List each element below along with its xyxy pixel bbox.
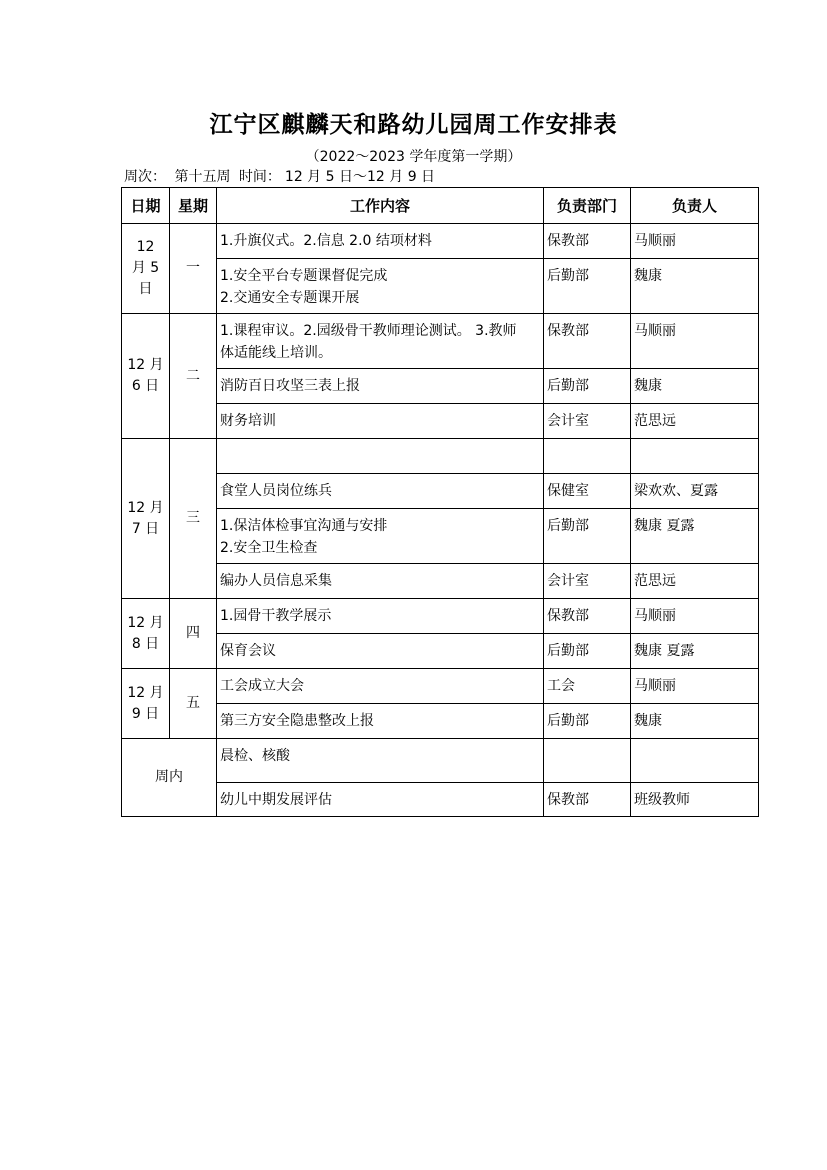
- content-cell: [217, 704, 544, 739]
- text-line: 1.升旗仪式。2.信息 2.0 结项材料: [220, 233, 432, 249]
- text-line: 6 日: [131, 378, 160, 394]
- person-cell: [631, 439, 759, 474]
- dept-cell: 保教部: [544, 224, 631, 259]
- dept-cell: 后勤部: [544, 369, 631, 404]
- text-line: 1.保洁体检事宜沟通与安排: [220, 518, 388, 534]
- header-content: 工作内容: [217, 188, 544, 224]
- table-row: [122, 634, 759, 669]
- date-range: 12 月 5 日～12 月 9 日: [284, 169, 436, 185]
- text-line: 工会成立大会: [220, 678, 304, 694]
- text-line: 财务培训: [220, 413, 276, 429]
- table-row: [122, 739, 759, 783]
- content-cell: [217, 599, 544, 634]
- content-cell: [217, 634, 544, 669]
- date-cell: [122, 599, 170, 669]
- content-cell: [217, 369, 544, 404]
- week-label: 周次：: [124, 169, 166, 185]
- text-line: 12 月: [127, 357, 164, 373]
- weekday-cell: 五: [170, 669, 217, 739]
- dept-cell: 会计室: [544, 564, 631, 599]
- text-line: 1.课程审议。2.园级骨干教师理论测试。 3.教师: [220, 323, 517, 339]
- content-cell: [217, 474, 544, 509]
- person-cell: 魏康: [631, 369, 759, 404]
- header-row: [122, 188, 759, 224]
- content-cell: [217, 739, 544, 783]
- text-line: 2.交通安全专题课开展: [220, 290, 360, 306]
- person-cell: 魏康: [631, 704, 759, 739]
- text-line: 2.安全卫生检查: [220, 540, 318, 556]
- content-cell: [217, 439, 544, 474]
- content-cell: [217, 509, 544, 564]
- text-line: 12 月: [127, 499, 164, 516]
- text-line: 晨检、核酸: [220, 748, 290, 764]
- content-cell: [217, 783, 544, 817]
- date-cell: [122, 224, 170, 314]
- text-line: 保育会议: [220, 643, 276, 659]
- table-row: [122, 599, 759, 634]
- table-row: [122, 704, 759, 739]
- content-cell: [217, 404, 544, 439]
- dept-cell: 保教部: [544, 314, 631, 369]
- table-row: [122, 474, 759, 509]
- dept-cell: 后勤部: [544, 704, 631, 739]
- content-cell: [217, 669, 544, 704]
- header-person: 负责人: [631, 188, 759, 224]
- table-row: [122, 783, 759, 817]
- table-row: [122, 224, 759, 259]
- dept-cell: 后勤部: [544, 259, 631, 314]
- dept-cell: 保教部: [544, 783, 631, 817]
- text-line: 食堂人员岗位练兵: [220, 483, 332, 499]
- dept-cell: 工会: [544, 669, 631, 704]
- text-line: 消防百日攻坚三表上报: [220, 378, 360, 394]
- dept-cell: [544, 739, 631, 783]
- text-line: 12 月: [127, 614, 164, 631]
- text-line: 第三方安全隐患整改上报: [220, 713, 374, 729]
- person-cell: 范思远: [631, 404, 759, 439]
- text-line: 1.安全平台专题课督促完成: [220, 268, 388, 284]
- week-info-line: [124, 166, 439, 186]
- person-cell: 班级教师: [631, 783, 759, 817]
- content-cell: [217, 259, 544, 314]
- table-row: [122, 404, 759, 439]
- person-cell: 马顺丽: [631, 599, 759, 634]
- dept-cell: 会计室: [544, 404, 631, 439]
- person-cell: 马顺丽: [631, 314, 759, 369]
- dept-cell: 后勤部: [544, 509, 631, 564]
- table-row: [122, 509, 759, 564]
- text-line: 编办人员信息采集: [220, 573, 332, 589]
- date-cell: [122, 314, 170, 439]
- text-line: 体适能线上培训。: [220, 345, 332, 361]
- text-line: 7 日: [131, 520, 160, 537]
- dept-cell: [544, 439, 631, 474]
- schedule-body: [122, 224, 759, 817]
- date-cell: [122, 439, 170, 599]
- table-row: [122, 669, 759, 704]
- content-cell: [217, 314, 544, 369]
- week-number: 第十五周: [174, 169, 231, 185]
- weekly-label-cell: 周内: [122, 739, 217, 817]
- weekday-cell: 四: [170, 599, 217, 669]
- person-cell: 梁欢欢、夏露: [631, 474, 759, 509]
- table-row: [122, 259, 759, 314]
- person-cell: 魏康: [631, 259, 759, 314]
- text-line: 1.园骨干教学展示: [220, 608, 332, 624]
- person-cell: 马顺丽: [631, 669, 759, 704]
- page-title: 江宁区麒麟天和路幼儿园周工作安排表: [209, 111, 618, 138]
- person-cell: 马顺丽: [631, 224, 759, 259]
- header-dept: 负责部门: [544, 188, 631, 224]
- semester-subtitle: （2022～2023 学年度第一学期）: [305, 149, 522, 165]
- dept-cell: 后勤部: [544, 634, 631, 669]
- weekday-cell: 二: [170, 314, 217, 439]
- person-cell: 魏康 夏露: [631, 509, 759, 564]
- text-line: 9 日: [131, 705, 160, 722]
- time-label: 时间：: [238, 169, 281, 185]
- text-line: 12: [136, 239, 155, 255]
- weekday-cell: 三: [170, 439, 217, 599]
- text-line: 幼儿中期发展评估: [220, 792, 332, 808]
- content-cell: [217, 564, 544, 599]
- table-row: [122, 369, 759, 404]
- header-date: 日期: [122, 188, 170, 224]
- table-row: [122, 564, 759, 599]
- dept-cell: 保健室: [544, 474, 631, 509]
- text-line: 12 月: [127, 684, 164, 701]
- person-cell: 魏康 夏露: [631, 634, 759, 669]
- text-line: 月 5: [131, 260, 160, 276]
- schedule-table: [121, 187, 759, 817]
- text-line: 8 日: [131, 635, 160, 652]
- person-cell: [631, 739, 759, 783]
- table-row: [122, 439, 759, 474]
- header-weekday: 星期: [170, 188, 217, 224]
- text-line: 日: [138, 281, 153, 297]
- dept-cell: 保教部: [544, 599, 631, 634]
- content-cell: [217, 224, 544, 259]
- person-cell: 范思远: [631, 564, 759, 599]
- table-row: [122, 314, 759, 369]
- weekday-cell: 一: [170, 224, 217, 314]
- date-cell: [122, 669, 170, 739]
